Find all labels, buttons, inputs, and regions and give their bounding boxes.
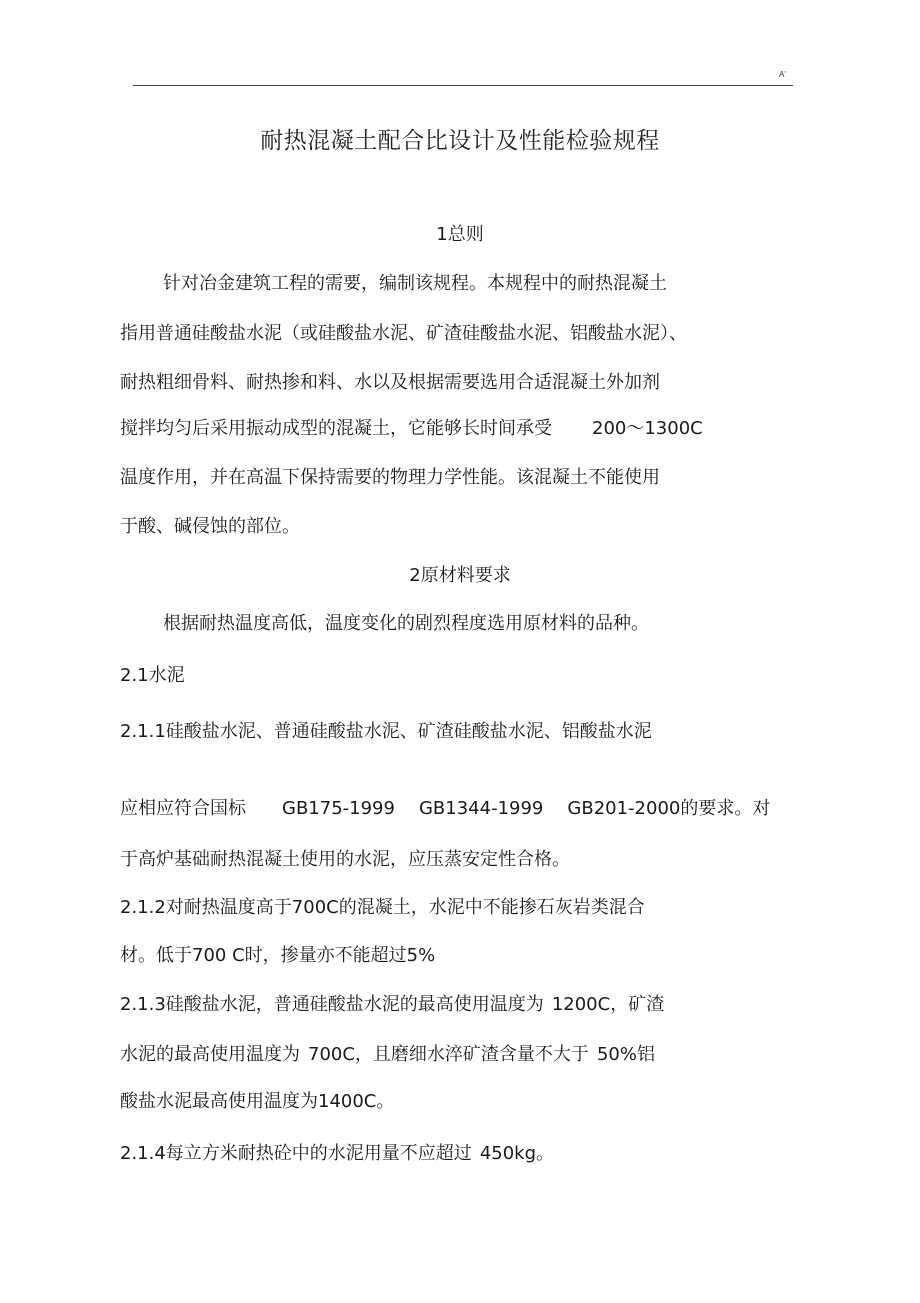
clause-2-1-4 (120, 1139, 554, 1165)
section-2-heading: 2原材料要求 (409, 565, 511, 586)
header-mark: A' (779, 70, 786, 79)
paragraph-line: 酸盐水泥最高使用温度为1400C。 (120, 1091, 395, 1112)
paragraph-text: 水泥的最高使用温度为 (120, 1044, 300, 1065)
paragraph-line: 于酸、碱侵蚀的部位。 (120, 516, 300, 537)
section-1-heading: 1总则 (436, 224, 484, 245)
paragraph-text: 应相应符合国标 (120, 798, 246, 819)
paragraph-text: 2.1.3硅酸盐水泥，普通硅酸盐水泥的最高使用温度为 (120, 994, 544, 1015)
standard-code: GB1344-1999 (418, 798, 544, 819)
clause-2-1-1: 2.1.1硅酸盐水泥、普通硅酸盐水泥、矿渣硅酸盐水泥、铝酸盐水泥 (120, 721, 652, 742)
paragraph-line: 针对冶金建筑工程的需要，编制该规程。本规程中的耐热混凝土 (163, 273, 667, 294)
paragraph-line: 耐热粗细骨料、耐热掺和料、水以及根据需要选用合适混凝土外加剂 (120, 372, 660, 393)
paragraph-text: 450kg。 (479, 1143, 555, 1164)
paragraph-text: 700C，且磨细水淬矿渣含量不大于 (308, 1044, 589, 1065)
subsection-heading: 2.1水泥 (120, 665, 185, 686)
paragraph-line (120, 1040, 655, 1066)
temperature-range: 200～1300C (592, 418, 703, 439)
paragraph-line: 指用普通硅酸盐水泥（或硅酸盐水泥、矿渣硅酸盐水泥、铝酸盐水泥）、 (120, 323, 687, 344)
paragraph-line: 于高炉基础耐热混凝土使用的水泥，应压蒸安定性合格。 (120, 849, 570, 870)
document-title: 耐热混凝土配合比设计及性能检验规程 (260, 128, 660, 154)
paragraph-text: 搅拌均匀后采用振动成型的混凝土，它能够长时间承受 (120, 418, 552, 439)
header-rule (133, 85, 793, 86)
clause-2-1-3 (120, 990, 664, 1016)
paragraph-line (120, 414, 703, 440)
paragraph-line: 材。低于700 C时，掺量亦不能超过5% (120, 945, 436, 966)
standards-line (120, 794, 770, 820)
clause-2-1-2: 2.1.2对耐热温度高于700C的混凝土，水泥中不能掺石灰岩类混合 (120, 897, 645, 918)
paragraph-text: 50%铝 (596, 1044, 655, 1065)
standard-code: GB201-2000的要求。对 (567, 798, 771, 819)
paragraph-text: 2.1.4每立方米耐热砼中的水泥用量不应超过 (120, 1143, 472, 1164)
paragraph-line: 根据耐热温度高低，温度变化的剧烈程度选用原材料的品种。 (163, 613, 649, 634)
standard-code: GB175-1999 (282, 798, 395, 819)
paragraph-line: 温度作用，并在高温下保持需要的物理力学性能。该混凝土不能使用 (120, 467, 660, 488)
paragraph-text: 1200C，矿渣 (551, 994, 665, 1015)
